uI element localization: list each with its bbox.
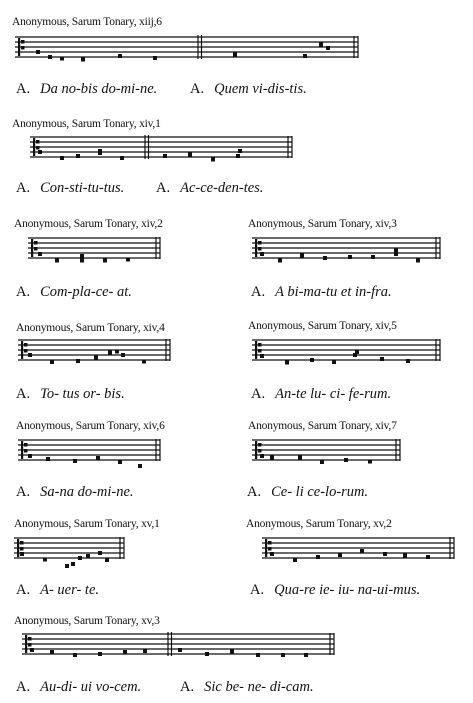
example-caption: Anonymous, Sarum Tonary, xiv,7 [248,420,397,432]
antiphon-text: A- uer- te. [40,582,100,598]
antiphon-marker: A. [156,180,171,196]
neume-note [30,648,34,652]
neume-note [256,653,260,657]
example-caption: Anonymous, Sarum Tonary, xiv,2 [14,218,163,230]
neume-note [281,653,285,657]
example-caption: Anonymous, Sarum Tonary, xv,2 [246,518,392,530]
neume-note [178,648,182,652]
example-caption: Anonymous, Sarum Tonary, xiv,1 [12,118,161,130]
antiphon-text: Com-pla-ce- at. [40,284,132,300]
neume-note [143,649,147,653]
neume-note [50,650,54,654]
antiphon-text: Au-di- ui vo-cem. [40,679,142,695]
antiphon-marker: A. [16,284,31,300]
example-caption: Anonymous, Sarum Tonary, xv,3 [14,615,160,627]
antiphon-marker: A. [247,484,262,500]
antiphon-text: Ce- li ce-lo-rum. [271,484,369,500]
antiphon-text: Quem vi-dis-tis. [214,81,307,97]
neume-note [205,652,209,656]
antiphon-text: A bi-ma-tu et in-fra. [275,284,392,300]
antiphon-marker: A. [16,484,31,500]
neume-note [98,652,102,656]
antiphon-text: Con-sti-tu-tus. [40,180,125,196]
antiphon-marker: A. [16,679,31,695]
antiphon-marker: A. [16,582,31,598]
antiphon-text: Sa-na do-mi-ne. [40,484,134,500]
antiphon-text: Da no-bis do-mi-ne. [40,81,158,97]
example-caption: Anonymous, Sarum Tonary, xv,1 [14,518,160,530]
neume-note [123,650,127,654]
antiphon-marker: A. [251,386,266,402]
lyric-line [16,679,141,696]
antiphon-marker: A. [250,582,265,598]
antiphon-marker: A. [16,180,31,196]
antiphon-marker: A. [180,679,195,695]
example-caption: Anonymous, Sarum Tonary, xiv,6 [16,420,165,432]
antiphon-text: Sic be- ne- di-cam. [204,679,314,695]
example-caption: Anonymous, Sarum Tonary, xiij,6 [12,16,162,28]
antiphon-text: An-te lu- ci- fe-rum. [275,386,392,402]
antiphon-marker: A. [190,81,205,97]
antiphon-marker: A. [251,284,266,300]
neume-note [304,653,308,657]
example-caption: Anonymous, Sarum Tonary, xiv,4 [16,322,165,334]
antiphon-text: Qua-re ie- iu- na-ui-mus. [274,582,421,598]
antiphon-marker: A. [16,386,31,402]
antiphon-text: To- tus or- bis. [40,386,125,402]
example-caption: Anonymous, Sarum Tonary, xiv,5 [248,320,397,332]
lyric-line [180,679,314,696]
example-caption: Anonymous, Sarum Tonary, xiv,3 [248,218,397,230]
neume-note [230,650,234,654]
antiphon-text: Ac-ce-den-tes. [180,180,264,196]
neume-note [73,653,77,657]
antiphon-marker: A. [16,81,31,97]
